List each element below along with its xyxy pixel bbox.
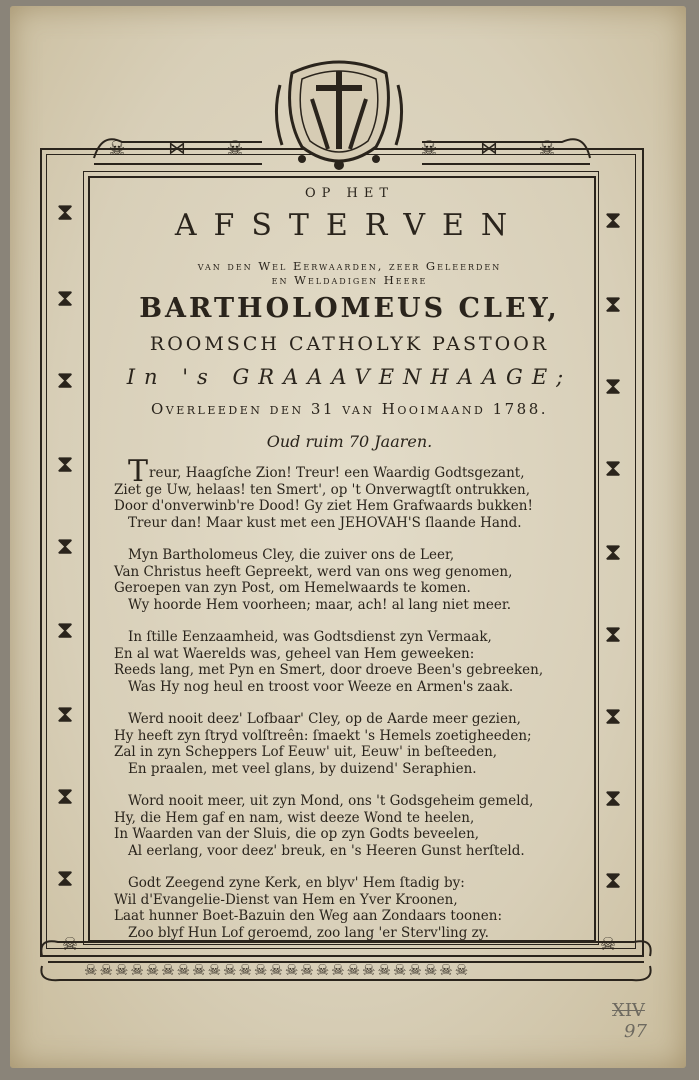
shelfmark-line1: XIV [612,1000,645,1021]
skull-row-ornament: ☠☠☠☠☠☠☠☠☠☠☠☠☠☠☠☠☠☠☠☠☠☠☠☠☠ [84,961,471,979]
poem-line: In Waarden van der Sluis, die op zyn Godts beveelen, [114,826,480,842]
hourglass-icon: ⧗ [56,532,74,560]
poem-line: Al eerlang, voor deez' breuk, en 's Heeren Gunst herſteld. [128,842,525,859]
crest-cross-emblem [272,55,406,175]
poem-line: Wy hoorde Hem voorheen; maar, ach! al lang niet meer. [128,596,512,613]
poem-line: Hy, die Hem gaf en nam, wist deeze Wond te heelen, [114,809,475,826]
hourglass-icon: ⧗ [604,538,622,566]
poem-line: Treur dan! Maar kust met een JEHOVAH'S ſlaande Hand. [128,514,522,531]
hourglass-icon: ⧗ [56,366,74,394]
poem-line: Zal in zyn Scheppers Lof Eeuw' uit, Eeuw' in beſteeden, [114,744,498,760]
heading-name: BARTHOLOMEUS CLEY, [139,293,560,324]
hourglass-icon: ⧗ [604,372,622,400]
drop-cap: T [128,454,149,489]
stanza [114,875,584,941]
poem-line-text: reur, Haagſche Zion! Treur! een Waardig Godtsgezant, [149,465,525,481]
heading-died: Overleeden den 31 van Hooimaand 1788. [150,400,549,418]
skull-crossbones-icon: ☠ [600,934,617,955]
hourglass-icon: ⧗ [56,616,74,644]
hourglass-icon: ⧗ [56,450,74,478]
poem [114,454,584,957]
stanza [114,711,584,777]
poem-line: Myn Bartholomeus Cley, die zuiver ons de Leer, [128,547,455,563]
skull-crossbones-icon: ☠ [420,136,438,160]
poem-line: Geroepen van zyn Post, om Hemelwaards te komen. [114,580,471,596]
stanza [114,547,584,613]
heading-title: ROOMSCH CATHOLYK PASTOOR [149,333,550,355]
stanza [114,454,584,531]
poem-line: En praalen, met veel glans, by duizend' Seraphien. [128,760,477,777]
hourglass-icon: ⧗ [604,702,622,730]
heading-age: Oud ruim 70 Jaaren. [266,432,433,451]
skull-crossbones-icon: ☠ [108,136,126,160]
bow-ornament-icon: ⋈ [480,138,498,159]
skull-crossbones-icon: ☠ [538,136,556,160]
heading-place: In 's GRAAAVENHAAGE; [126,365,573,389]
poem-line: Wil d'Evangelie-Dienst van Hem en Yver Kroonen, [114,891,458,908]
heading-line-b: en Weldadigen Heere [271,273,428,287]
stanza [114,629,584,695]
hourglass-icon: ⧗ [604,454,622,482]
poem-line: Hy heeft zyn ſtryd volſtreên: ſmaekt 's Hemels zoetigheeden; [114,727,532,744]
shelfmark [612,1000,647,1042]
hourglass-icon: ⧗ [604,206,622,234]
hourglass-icon: ⧗ [56,700,74,728]
shelfmark-line2: 97 [624,1021,647,1042]
poem-line: Was Hy nog heul en troost voor Weeze en Armen's zaak. [128,678,514,695]
hourglass-icon: ⧗ [604,784,622,812]
skull-crossbones-icon: ☠ [226,136,244,160]
poem-line: Godt Zeegend zyne Kerk, en blyv' Hem ſtadig by: [128,875,465,891]
poem-line: Word nooit meer, uit zyn Mond, ons 't Godsgeheim gemeld, [128,793,534,809]
poem-line: Werd nooit deez' Lofbaar' Cley, op de Aarde meer gezien, [128,711,521,727]
hourglass-icon: ⧗ [604,290,622,318]
poem-line: En al wat Waerelds was, geheel van Hem geweeken: [114,645,475,662]
poem-line: Door d'onverwinb're Dood! Gy ziet Hem Grafwaards bukken! [114,498,533,514]
heading-line-a: van den Wel Eerwaarden, zeer Geleerden [197,259,502,273]
heading-op-het: OP HET [304,186,395,201]
stanza [114,793,584,859]
hourglass-icon: ⧗ [56,198,74,226]
poem-line: Zoo blyf Hun Lof geroemd, zoo lang 'er Sterv'ling zy. [128,924,489,941]
poem-line: Van Christus heeft Gepreekt, werd van ons weg genomen, [114,563,513,580]
poem-line: In ſtille Eenzaamheid, was Godtsdienst zyn Vermaak, [128,629,492,645]
poem-line: Reeds lang, met Pyn en Smert, door droeve Been's gebreeken, [114,662,544,678]
hourglass-icon: ⧗ [56,864,74,892]
hourglass-icon: ⧗ [604,620,622,648]
hourglass-icon: ⧗ [56,782,74,810]
hourglass-icon: ⧗ [604,866,622,894]
poem-line [114,454,584,489]
hourglass-icon: ⧗ [56,284,74,312]
poem-line: Laat hunner Boet-Bazuin den Weg aan Zondaars toonen: [114,908,503,924]
poem-line: Ziet ge Uw, helaas! ten Smert', op 't Onverwagtſt ontrukken, [114,481,531,498]
skull-crossbones-icon: ☠ [62,934,79,955]
bow-ornament-icon: ⋈ [168,138,186,159]
heading-afsterven: AFSTERVEN [174,208,525,243]
